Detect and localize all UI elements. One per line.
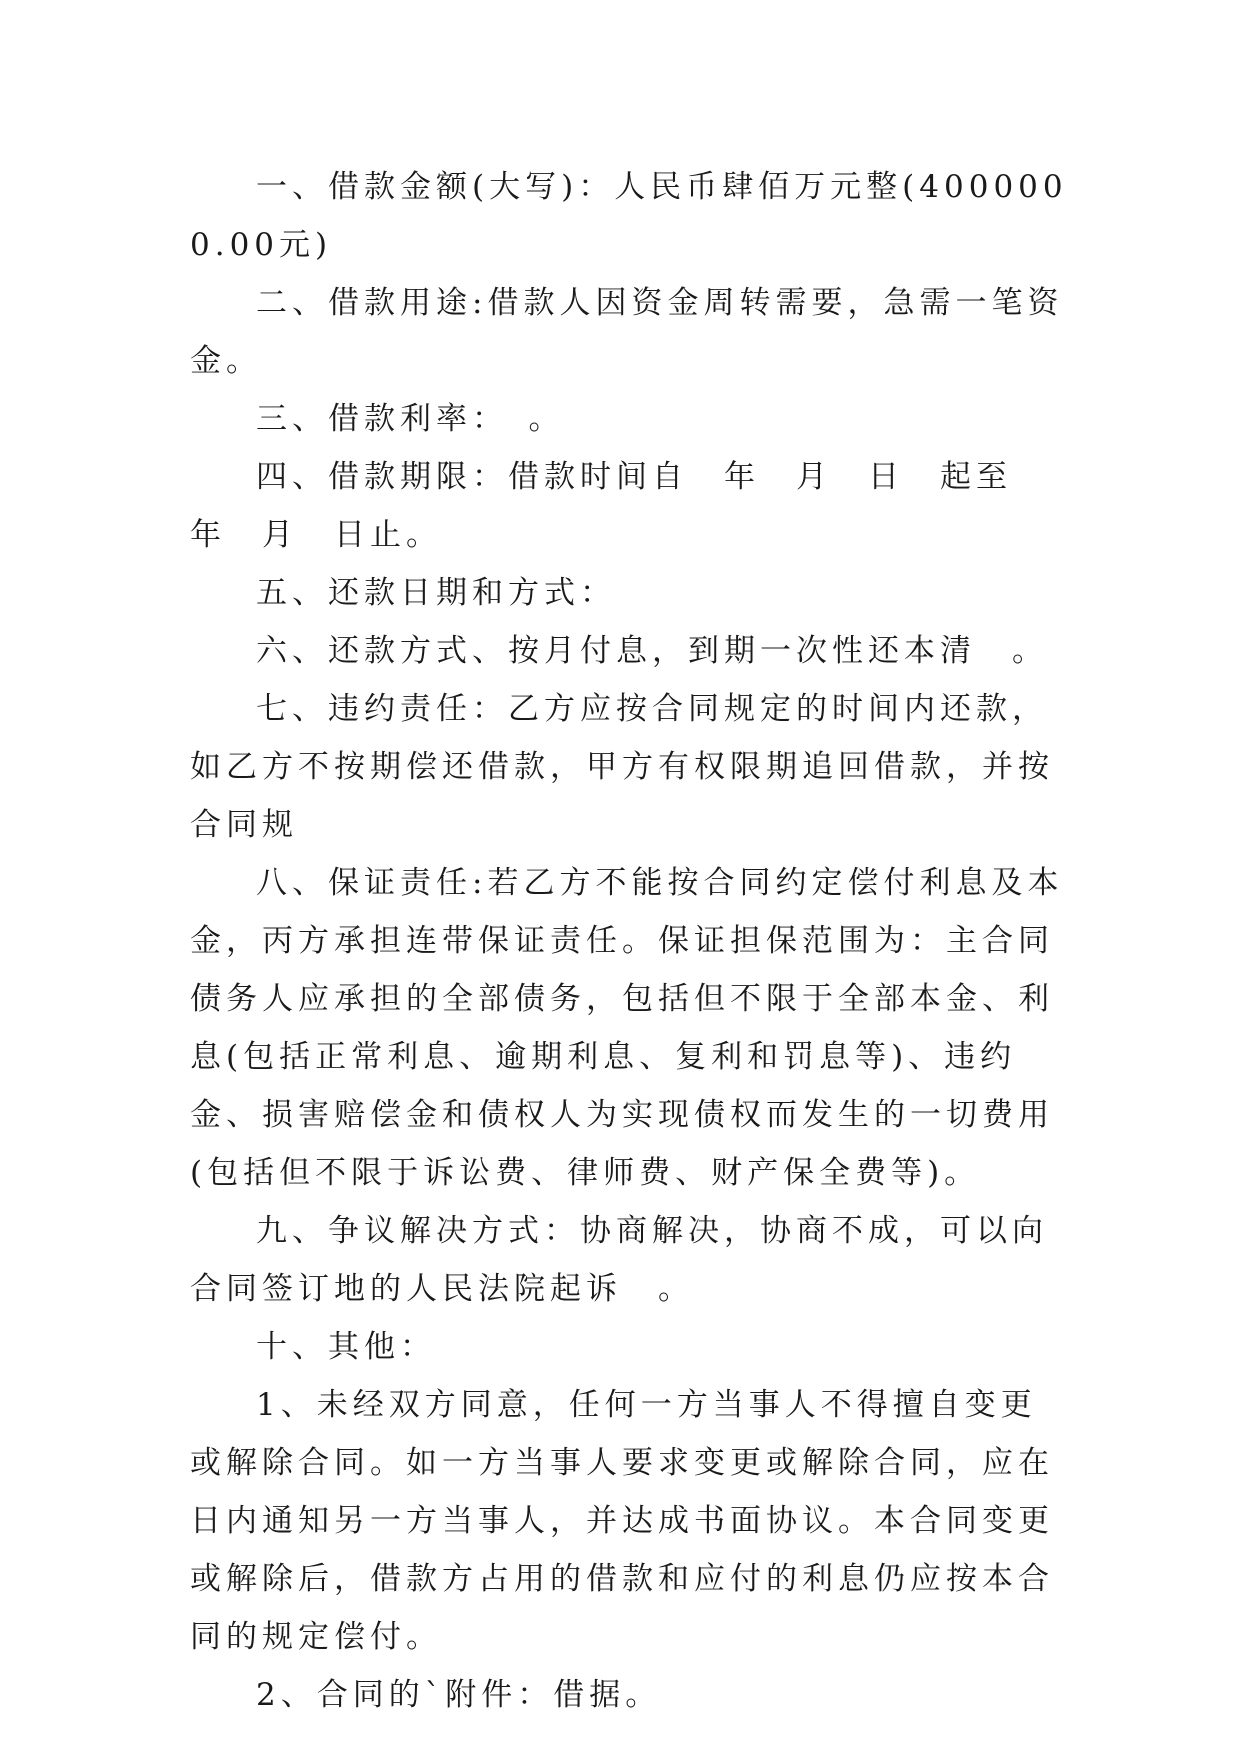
clause-loan-term: 四、借款期限：借款时间自 年 月 日 起至 年 月 日止。: [190, 459, 1048, 553]
clause-repayment-date-method: 五、还款日期和方式：: [256, 575, 616, 611]
clause-dispute-resolution: 九、争议解决方式：协商解决，协商不成，可以向合同签订地的人民法院起诉 。: [190, 1213, 1048, 1307]
clause-other-item-2: 2、合同的`附件：借据。: [256, 1677, 662, 1713]
clause-loan-purpose: 二、借款用途:借款人因资金周转需要，急需一笔资金。: [190, 285, 1064, 379]
contract-body: [190, 158, 1090, 1724]
clause-loan-amount: 一、借款金额(大写)：人民币肆佰万元整(4000000.00元): [190, 169, 1068, 263]
clause-interest-rate: 三、借款利率： 。: [256, 401, 565, 437]
clause-other-heading: 十、其他：: [256, 1329, 436, 1365]
clause-other-item-1: 1、未经双方同意，任何一方当事人不得擅自变更或解除合同。如一方当事人要求变更或解除合同，应在 日内通知另一方当事人，并达成书面协议。本合同变更或解除后，借款方占用的借款和应付的利息仍应按本合同的规定偿付。: [190, 1387, 1090, 1655]
clause-guarantee-liability: 八、保证责任:若乙方不能按合同约定偿付利息及本金，丙方承担连带保证责任。保证担保范围为：主合同债务人应承担的全部债务，包括但不限于全部本金、利息(包括正常利息、逾期利息、复利和罚息等)、违约金、损害赔偿金和债权人为实现债权而发生的一切费用(包括但不限于诉讼费、律师费、财产保全费等)。: [190, 865, 1064, 1191]
clause-repayment-method: 六、还款方式、按月付息，到期一次性还本清 。: [256, 633, 1048, 669]
clause-breach-liability: 七、违约责任：乙方应按合同规定的时间内还款，如乙方不按期偿还借款，甲方有权限期追回借款，并按合同规: [190, 691, 1054, 843]
